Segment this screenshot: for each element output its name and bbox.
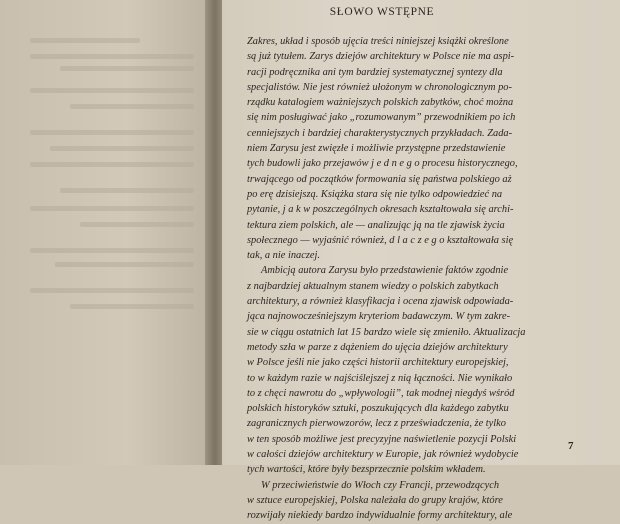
text-line: tych budowli jako przejawów j e d n e g o procesu historycznego, [247, 158, 518, 170]
text-line: architektury, a również klasyfikacja i ocena zjawisk odpowiada- [247, 296, 514, 308]
text-line: w sztuce europejskiej, Polska należała do grupy krajów, które [247, 494, 503, 506]
text-line: metody szła w parze z dążeniem do ujęcia dziejów architektury [247, 341, 508, 353]
chapter-heading: SŁOWO WSTĘPNE [329, 6, 435, 18]
faded-text-line [70, 304, 194, 309]
faded-text-line [60, 66, 194, 71]
text-line: rozwijały niekiedy bardzo indywidualnie formy architektury, ale [247, 510, 513, 522]
text-line: są już tytułem. Zarys dziejów architektury w Polsce nie ma aspi- [247, 51, 515, 63]
text-line: zagranicznych pierwowzorów, lecz z przeświadczenia, że tylko [247, 418, 506, 430]
text-line: to z chęci nawrotu do „wpływologii”, tak modnej niegdyś wśród [247, 387, 515, 399]
text-line: po erę dzisiejszą. Książka stara się nie tylko odpowiedzieć na [247, 188, 503, 200]
text-line: W przeciwieństwie do Włoch czy Francji, przewodzących [261, 479, 500, 491]
faded-text-line [30, 288, 194, 293]
text-line: w ten sposób możliwe jest precyzyjne naświetlenie pozycji Polski [247, 433, 517, 445]
page-number: 7 [568, 440, 574, 452]
text-line: w Polsce jeśli nie jako części historii architektury europejskiej, [247, 357, 509, 369]
faded-text-line [60, 188, 194, 193]
text-line: trwającego od początków formowania się państwa polskiego aż [247, 173, 512, 185]
text-line: Ambicją autora Zarysu było przedstawienie faktów zgodnie [261, 265, 509, 277]
text-line: specjalistów. Nie jest również ułożonym w chronologicznym po- [247, 81, 512, 93]
faded-text-line [30, 54, 194, 59]
right-page [222, 0, 620, 522]
text-line: rządku katalogiem ważniejszych polskich zabytków, choć można [247, 97, 514, 109]
text-line: tych wartości, które były bezsprzecznie polskim wkładem. [247, 464, 486, 476]
faded-text-line [30, 88, 194, 93]
text-line: to w każdym razie w najściślejszej z nią łączności. Nie wynikało [247, 372, 513, 384]
text-line: jąca najnowocześniejszym kryteriom badawczym. W tym zakre- [247, 311, 511, 323]
text-line: Zakres, układ i sposób ujęcia treści niniejszej książki określone [247, 36, 509, 47]
faded-text-line [30, 162, 194, 167]
text-line: z najbardziej aktualnym stanem wiedzy o polskich zabytkach [247, 280, 499, 292]
left-page [0, 0, 212, 465]
text-line: w całości dziejów architektury w Europie, jak również wydobycie [247, 449, 519, 461]
faded-text-line [30, 248, 194, 253]
text-line: racji podręcznika ani tym bardziej systematycznej syntezy dla [247, 66, 503, 78]
faded-text-line [70, 104, 194, 109]
text-line: społecznego — wyjaśnić również, d l a c z e g o kształtowała się [247, 234, 514, 246]
text-line: polskich historyków sztuki, poszukujących dla każdego zabytku [247, 403, 509, 415]
text-line: cenniejszych i bardziej charakterystycznych przykładach. Zada- [247, 127, 513, 139]
faded-text-line [55, 262, 194, 267]
faded-text-line [30, 206, 194, 211]
text-line: się nim posługiwać jako „rozumowanym” przewodnikiem po ich [247, 112, 516, 124]
text-line: pytanie, j a k w poszczególnych okresach kształtowała się archi- [247, 204, 514, 216]
faded-text-line [30, 38, 140, 43]
text-line: sie w ciągu ostatnich lat 15 bardzo wiele się zmieniło. Aktualizacja [247, 326, 526, 338]
text-line: tak, a nie inaczej. [247, 250, 321, 262]
faded-text-line [80, 222, 194, 227]
text-line: niem Zarysu jest zwięzłe i możliwie przystępne przedstawienie [247, 143, 506, 155]
faded-text-line [50, 146, 194, 151]
faded-text-line [30, 130, 194, 135]
body-text [247, 34, 582, 524]
text-line: tektura ziem polskich, ale — analizując ją na tle zjawisk życia [247, 219, 505, 231]
